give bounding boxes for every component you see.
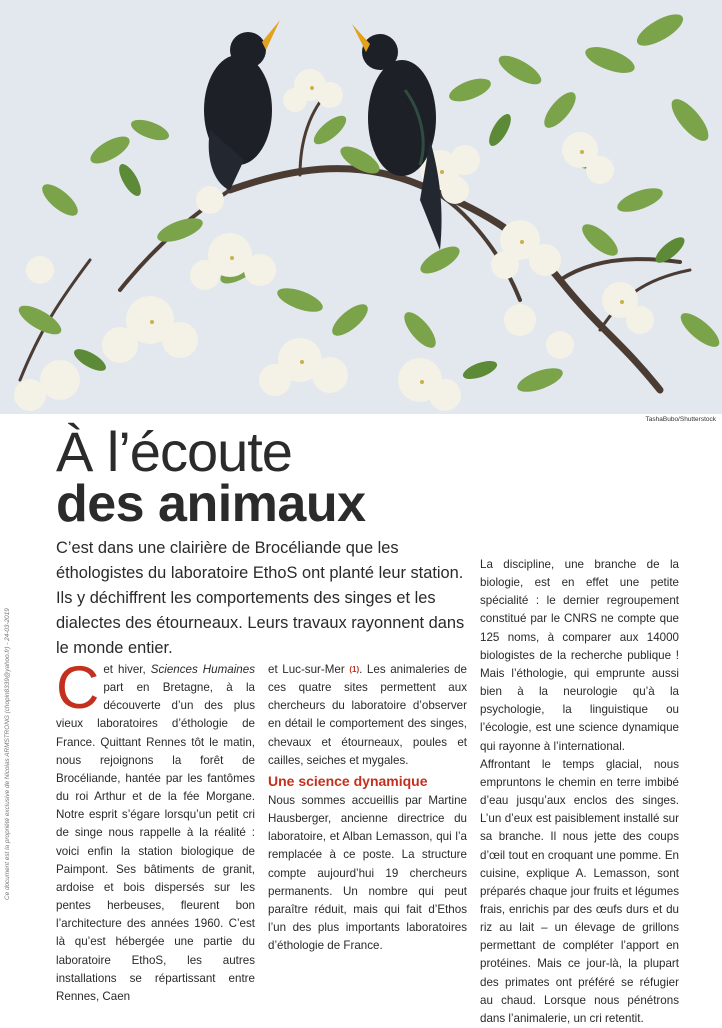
column-2-paragraph-1 xyxy=(268,661,467,770)
section-subheading: Une science dynamique xyxy=(268,772,428,789)
magazine-name: Sciences Humaines xyxy=(150,663,255,676)
article-title-line-1: À l’écoute xyxy=(56,420,292,483)
photo-credit: TashaBubo/Shutterstock xyxy=(645,416,716,423)
article-column-1 xyxy=(56,654,255,1006)
article-column-3 xyxy=(480,556,679,1028)
column-3-paragraph-1: La discipline, une branche de la biologie, est en effet une petite spécialité : le dernier regroupement constitué par le CNRS ne compte que 125 noms, à comparer aux 14000 biologistes de la recherche publique ! Mais l’éthologie, qui emprunte aussi bien à la neurologie qu’à la psychologie, la linguistique ou l’écologie, est une science dynamique qui rayonne à l’international. xyxy=(480,558,679,753)
column-1-text-start: et hiver, xyxy=(103,663,151,676)
column-2-paragraph-2: Nous sommes accueillis par Martine Hausberger, ancienne directrice du laboratoire, et Alban Lemasson, qui l’a remplacée à ce poste. La structure compte aujourd’hui 19 chercheurs permanents. Un nombre qui peut paraître réduit, mais qui fait d’Ethos l’un des plus importants laboratoires d’éthologie de France. xyxy=(268,793,467,953)
starlings-illustration xyxy=(0,0,722,414)
drop-cap: C xyxy=(56,654,100,721)
header-photo xyxy=(0,0,722,414)
column-2-text: . Les animaleries de ces quatre sites permettent aux chercheurs du laboratoire d’observer en détail le comportement des singes, chevaux et étourneaux, poules et cailles, seiches et mygales. xyxy=(268,663,467,767)
column-1-text: part en Bretagne, à la découverte d’un des plus vieux laboratoires d’éthologie de France. Quittant Rennes tôt le matin, nous rejoignons la forêt de Brocéliande, hantée par les fantômes du roi Arthur et de la fée Morgane. Notre esprit s’égare lorsqu’un petit cri de singe nous rappelle à la réalité : voici enfin la station biologique de Paimpont. Ses bâtiments de granit, ardoise et bois dispersés sur les pentes herbeuses, fleurent bon l’architecture des années 1960. C’est là qu’est hébergée une partie du laboratoire EthoS, les autres installations se répartissant entre Rennes, Caen xyxy=(56,681,255,1003)
footnote-reference[interactable]: (1) xyxy=(349,665,360,674)
article-column-2 xyxy=(268,661,467,955)
column-3-paragraph-2: Affrontant le temps glacial, nous empruntons le chemin en terre imbibé d’eau jusqu’aux enclos des singes. L’un d’eux est paisiblement installé sur sa branche. Il nous jette des coups d’œil tout en croquant une pomme. En cuisine, explique A. Lemasson, sont préparés chaque jour fruits et légumes frais, enrichis par des œufs durs et du riz au lait – un élevage de grillons permettant de compléter l’apport en protéines. Mais ce jour-là, la plupart des primates ont préféré se réfugier au chaud. Lorsque nous pénétrons dans l’animalerie, un cri retentit. xyxy=(480,757,679,1025)
article-title-line-2: des animaux xyxy=(56,475,366,533)
column-2-text-start: et Luc-sur-Mer xyxy=(268,663,350,676)
article-lead: C’est dans une clairière de Brocéliande que les éthologistes du laboratoire EthoS ont planté leur station. Ils y déchiffrent les comportements des singes et les dialectes des étourneaux. Leurs travaux rayonnent dans le monde entier. xyxy=(56,539,465,657)
copyright-notice: Ce document est la propriété exclusive de Nicolas ARMSTRONG (chopin8339@yahoo.fr) - 24-03-2019 xyxy=(4,608,11,900)
